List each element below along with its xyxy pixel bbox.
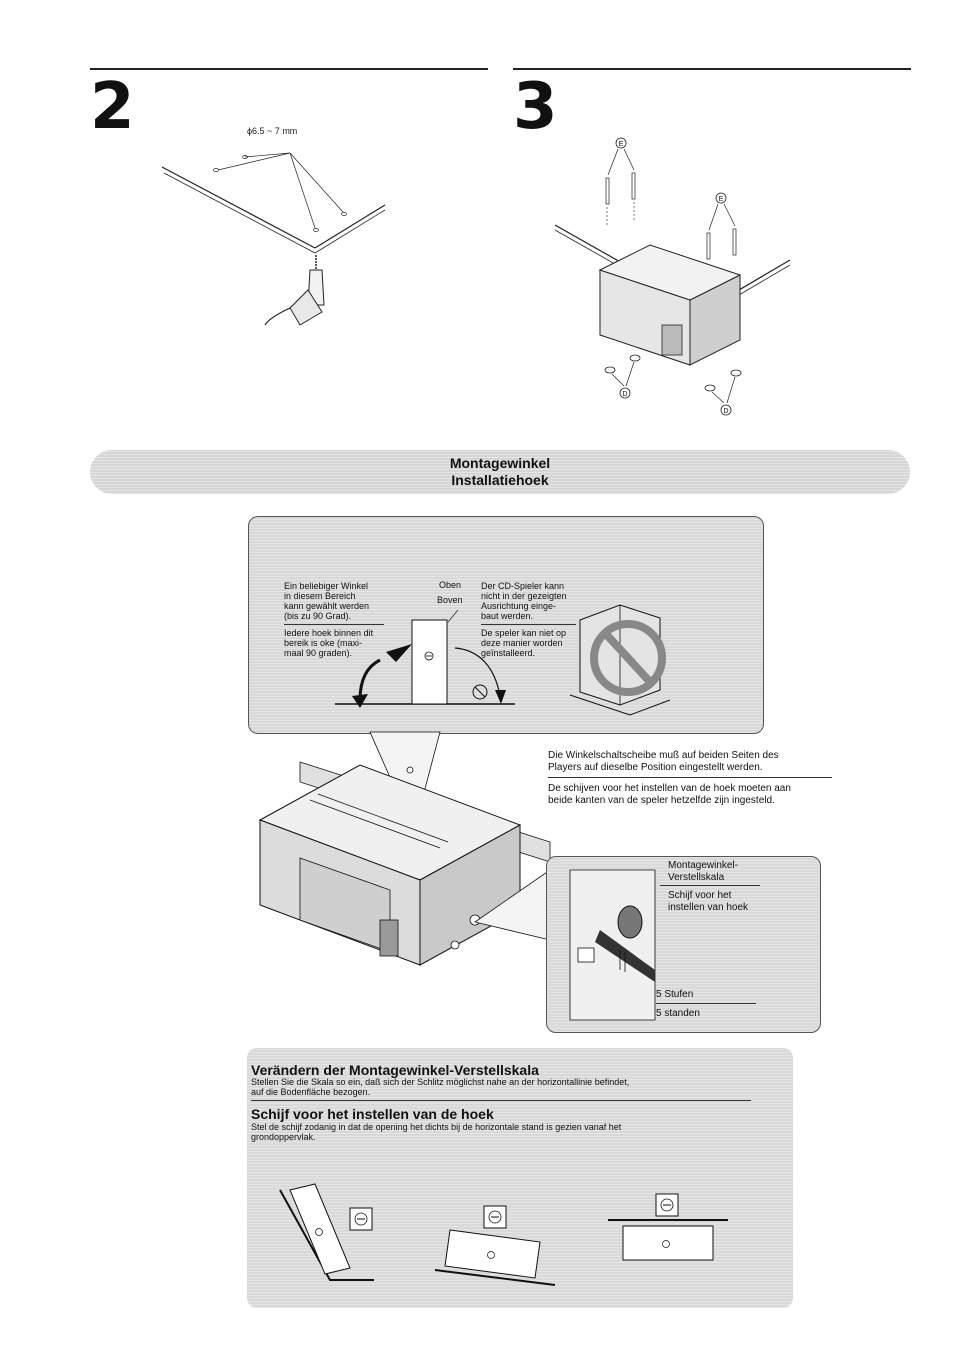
adjust-heading-de: Verändern der Montagewinkel-Verstellskala [251, 1062, 539, 1078]
angle-right-de-line: Ausrichtung einge- [481, 601, 557, 611]
angle-right-nl-line: De speler kan niet op [481, 628, 567, 638]
angle-right-de-line: baut werden. [481, 611, 534, 621]
adjust-heading-nl: Schijf voor het instellen van de hoek [251, 1106, 494, 1122]
adjust-text-de-line: Stellen Sie die Skala so ein, daß sich der Schlitz möglichst nahe an der horizontallinie befindet, [251, 1077, 630, 1087]
player-illustration [250, 730, 570, 990]
angle-diagram [330, 600, 760, 730]
step3-number: 3 [513, 70, 558, 144]
angle-left-de-line: kann gewählt werden [284, 601, 370, 611]
step2-top-rule [90, 68, 488, 70]
angle-left-nl-line: Iedere hoek binnen dit [284, 628, 374, 638]
detail-divider-1 [660, 885, 760, 886]
adjust-examples [270, 1180, 740, 1290]
note-de [548, 750, 779, 774]
angle-left-de-line: Ein beliebiger Winkel [284, 581, 369, 591]
angle-right-nl-line: deze manier worden [481, 638, 563, 648]
angle-left-de-line: (bis zu 90 Grad). [284, 611, 352, 621]
angle-left-de-line: in diesem Bereich [284, 591, 356, 601]
label-e-1: E [618, 141, 624, 148]
angle-right-de-line: nicht in der gezeigten [481, 591, 567, 601]
angle-left-nl-line: maal 90 graden). [284, 648, 353, 658]
detail-label1-nl [668, 890, 748, 914]
mounting-angle-banner [90, 450, 910, 494]
note-nl-line: De schijven voor het instellen van de hoek moeten aan [548, 783, 791, 794]
label-d-2: D [723, 408, 729, 415]
note-divider [548, 777, 832, 778]
note-de-line: Players auf dieselbe Position eingestellt werden. [548, 762, 763, 773]
drill-hole-dimension: ϕ6.5 ~ 7 mm [247, 126, 298, 136]
angle-right-nl-line: geïnstalleerd. [481, 648, 536, 658]
adjust-text-nl-line: grondoppervlak. [251, 1132, 316, 1142]
angle-right-de-line: Der CD-Spieler kann [481, 581, 565, 591]
detail-label1-de-line: Verstellskala [668, 872, 725, 883]
mounting-illustration [550, 130, 800, 430]
detail-label1-nl-line: Schijf voor het [668, 890, 732, 901]
detail-label1-de [668, 860, 738, 884]
detail-steps-de: 5 Stufen [656, 989, 694, 1000]
detail-label1-nl-line: instellen van hoek [668, 902, 749, 913]
adjust-divider [251, 1100, 751, 1101]
note-nl-line: beide kanten van de speler hetzelfde zijn ingesteld. [548, 795, 775, 806]
angle-left-nl-line: bereik is oke (maxi- [284, 638, 363, 648]
label-d-1: D [622, 391, 628, 398]
adjust-text-nl-line: Stel de schijf zodanig in dat de opening het dichts bij de horizontale stand is gezien vanaf het [251, 1122, 622, 1132]
adjust-text-de [251, 1077, 629, 1097]
drilling-illustration [150, 140, 400, 340]
detail-steps-nl: 5 standen [656, 1008, 700, 1019]
adjust-text-nl [251, 1122, 621, 1142]
note-nl [548, 783, 791, 807]
step3-top-rule [513, 68, 911, 70]
label-e-2: E [718, 196, 724, 203]
banner-title-de: Montagewinkel [449, 455, 551, 471]
detail-illustration [560, 870, 660, 1020]
detail-divider-2 [656, 1003, 756, 1004]
label-top-de: Oben [439, 580, 462, 590]
detail-label1-de-line: Montagewinkel- [668, 860, 739, 871]
step2-number: 2 [90, 70, 135, 144]
note-de-line: Die Winkelschaltscheibe muß auf beiden Seiten des [548, 750, 779, 761]
banner-title-nl: Installatiehoek [451, 472, 549, 488]
adjust-text-de-line: auf die Bodenfläche bezogen. [251, 1087, 371, 1097]
label-top-nl: Boven [437, 595, 463, 605]
